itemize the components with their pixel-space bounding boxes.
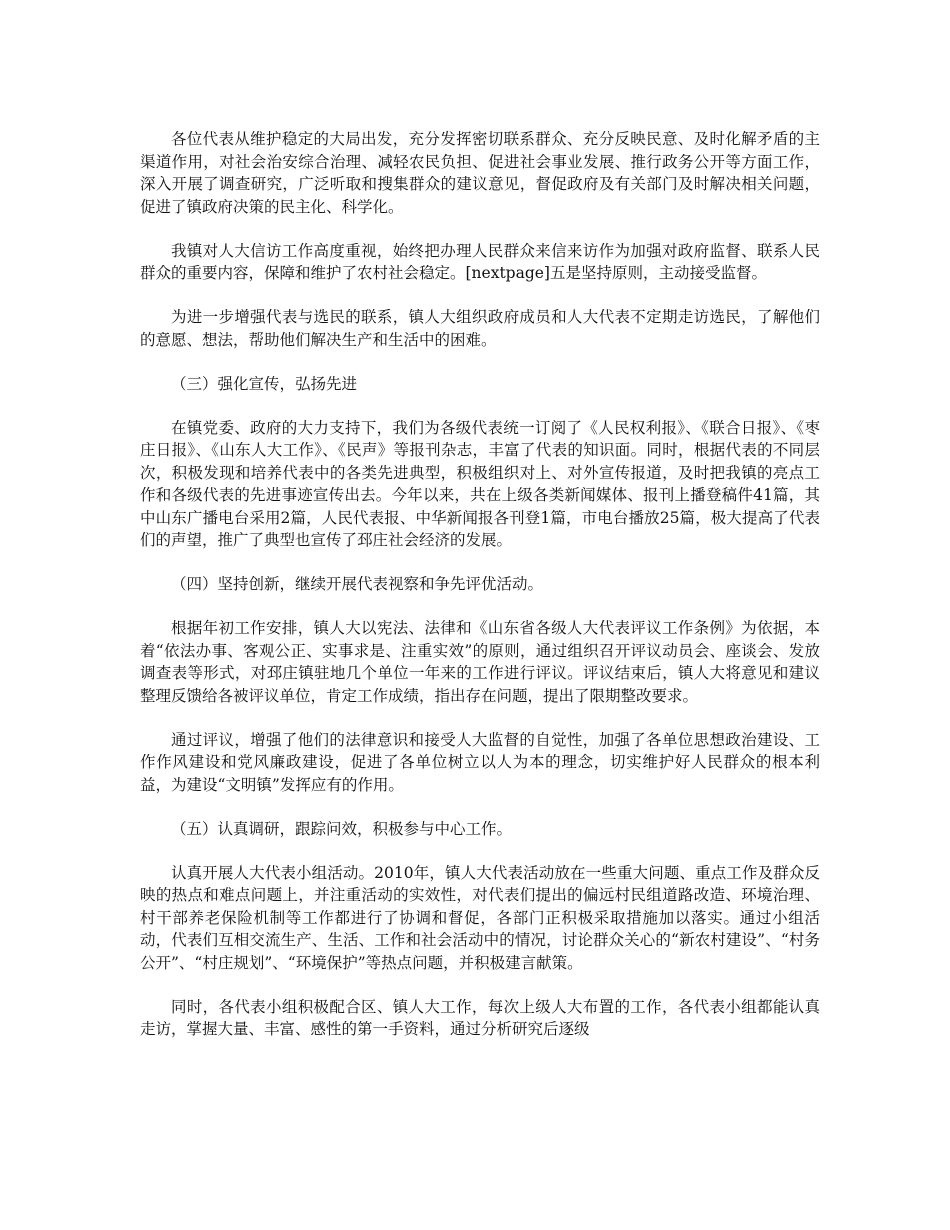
paragraph: 各位代表从维护稳定的大局出发，充分发挥密切联系群众、充分反映民意、及时化解矛盾的主渠道作用，对社会治安综合治理、减轻农民负担、促进社会事业发展、推行政务公开等方面工作，深入开展了调查研究，广泛听取和搜集群众的建议意见，督促政府及有关部门及时解决相关问题，促进了镇政府决策的民主化、科学化。: [140, 130, 820, 216]
paragraph: 在镇党委、政府的大力支持下，我们为各级代表统一订阅了《人民权利报》、《联合日报》、《枣庄日报》、《山东人大工作》、《民声》等报刊杂志，丰富了代表的知识面。同时，根据代表的不同层次，积极发现和培养代表中的各类先进典型，积极组织对上、对外宣传报道，及时把我镇的亮点工作和各级代表的先进事迹宣传出去。今年以来，共在上级各类新闻媒体、报刊上播登稿件41篇，其中山东广播电台采用2篇，人民代表报、中华新闻报各刊登1篇，市电台播放25篇，极大提高了代表们的声望，推广了典型也宣传了邳庄社会经济的发展。: [140, 418, 820, 549]
paragraph: 根据年初工作安排，镇人大以宪法、法律和《山东省各级人大代表评议工作条例》为依据，本着“依法办事、客观公正、实事求是、注重实效”的原则，通过组织召开评议动员会、座谈会、发放调查表等形式，对邳庄镇驻地几个单位一年来的工作进行评议。评议结束后，镇人大将意见和建议整理反馈给各被评议单位，肯定工作成绩，指出存在问题，提出了限期整改要求。: [140, 619, 820, 705]
paragraph: 同时，各代表小组积极配合区、镇人大工作，每次上级人大布置的工作，各代表小组都能认真走访，掌握大量、丰富、感性的第一手资料，通过分析研究后逐级: [140, 997, 820, 1038]
section-heading: （三）强化宣传，弘扬先进: [171, 374, 358, 393]
section-heading: （五）认真调研，跟踪问效，积极参与中心工作。: [171, 819, 513, 838]
paragraph: 我镇对人大信访工作高度重视，始终把办理人民群众来信来访作为加强对政府监督、联系人民群众的重要内容，保障和维护了农村社会稳定。[nextpage]五是坚持原则，主动接受监督。: [140, 241, 820, 282]
paragraph: 认真开展人大代表小组活动。2010年，镇人大代表活动放在一些重大问题、重点工作及群众反映的热点和难点问题上，并注重活动的实效性，对代表们提出的偏远村民组道路改造、环境治理、村干部养老保险机制等工作都进行了协调和督促，各部门正积极采取措施加以落实。通过小组活动，代表们互相交流生产、生活、工作和社会活动中的情况，讨论群众关心的“新农村建设”、“村务公开”、“村庄规划”、“环境保护”等热点问题，并积极建言献策。: [140, 863, 820, 972]
paragraph: 通过评议，增强了他们的法律意识和接受人大监督的自觉性，加强了各单位思想政治建设、工作作风建设和党风廉政建设，促进了各单位树立以人为本的理念，切实维护好人民群众的根本利益，为建设“文明镇”发挥应有的作用。: [140, 730, 820, 794]
section-heading: （四）坚持创新，继续开展代表视察和争先评优活动。: [171, 575, 544, 593]
paragraph: 为进一步增强代表与选民的联系，镇人大组织政府成员和人大代表不定期走访选民，了解他们的意愿、想法，帮助他们解决生产和生活中的困难。: [140, 308, 820, 349]
document-page: [140, 128, 820, 1062]
